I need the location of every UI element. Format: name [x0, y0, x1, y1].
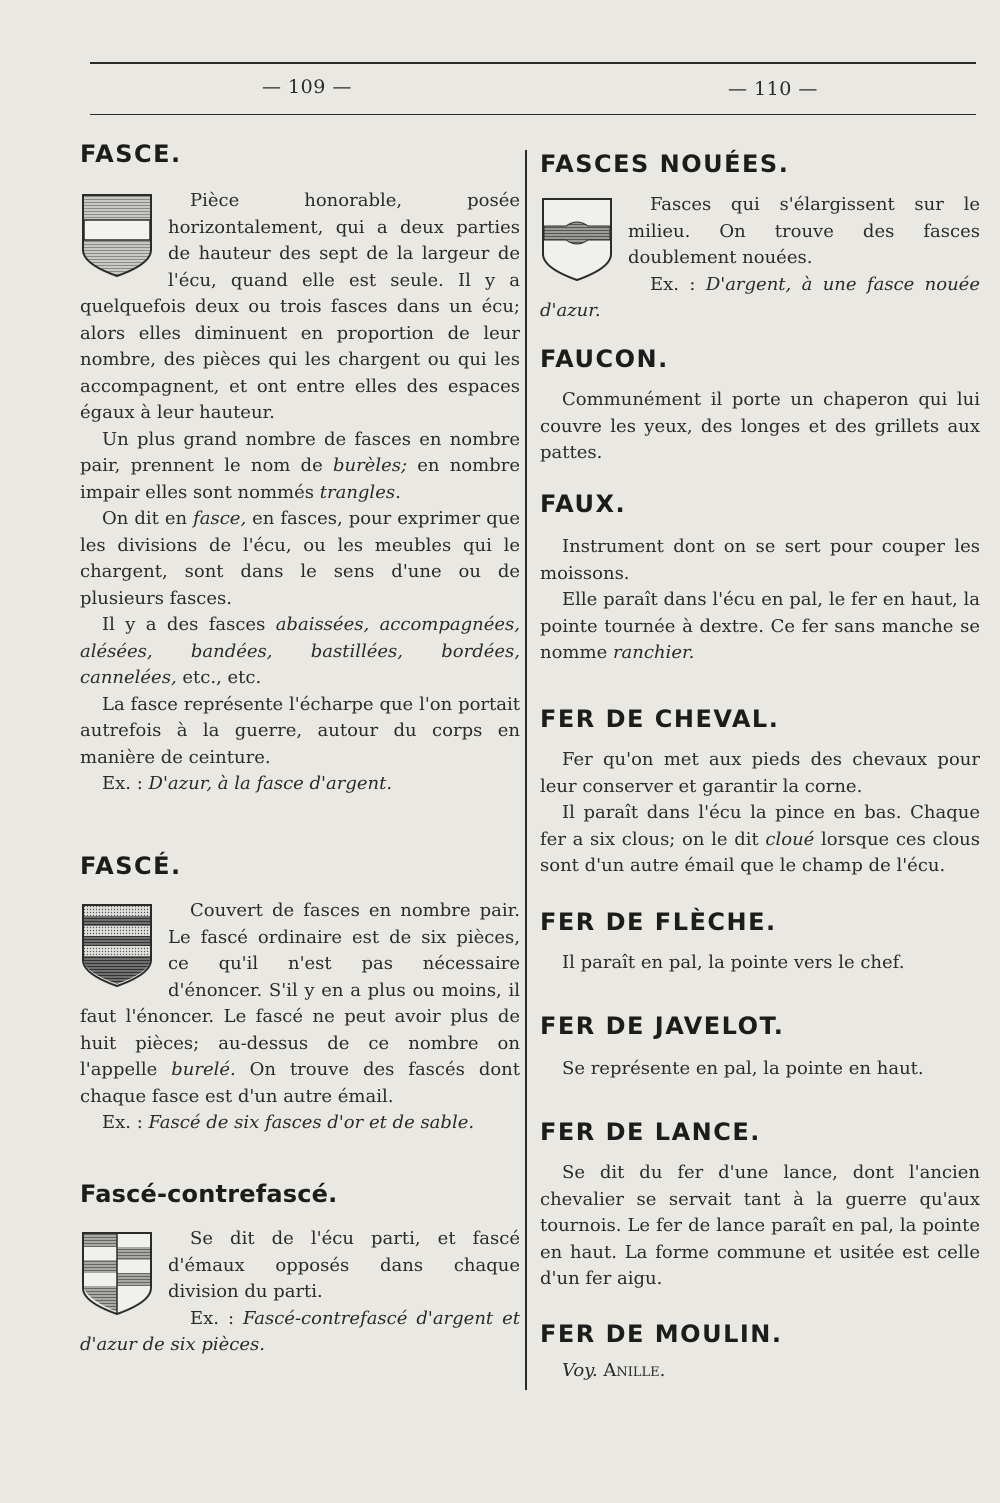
fasce-paragraph-2: Un plus grand nombre de fasces en nombre pair, prennent le nom de burèles; en nombre impair elles sont nommés trangles.	[80, 428, 520, 503]
fer-de-moulin-see-also: Voy. Anille.	[562, 1360, 666, 1381]
shield-fasce-e-icon	[80, 902, 154, 988]
faucon-definition: Communément il porte un chaperon qui lui couvre les yeux, des longes et des grillets aux pattes.	[540, 389, 980, 463]
entry-title: FAUCON.	[540, 345, 669, 373]
entry-fasce	[80, 140, 520, 798]
fer-de-cheval-paragraph-2: Il paraît dans l'écu la pince en bas. Chaque fer a six clous; on le dit cloué lorsque ces clous sont d'un autre émail que le champ de l'écu.	[540, 802, 980, 876]
entry-title: FASCE.	[80, 140, 182, 168]
fasce-contrefasce-example: Ex. : Fascé-contrefascé d'argent et d'azur de six pièces.	[80, 1307, 520, 1355]
fasce-paragraph-4: Il y a des fasces abaissées, accompagnées, alésées, bandées, bastillées, bordées, cannelées, etc., etc.	[80, 614, 520, 688]
entry-title: FASCES NOUÉES.	[540, 150, 790, 178]
fasce-e-example: Ex. : Fascé de six fasces d'or et de sable.	[102, 1112, 475, 1133]
entry-fasces-nouees	[540, 150, 980, 325]
entry-fer-de-cheval	[540, 705, 980, 880]
fer-de-lance-definition: Se dit du fer d'une lance, dont l'ancien chevalier se servait tant à la guerre qu'aux tournois. Le fer de lance paraît en pal, la pointe en haut. La forme commune et usitée est celle d'un fer aigu.	[540, 1162, 980, 1289]
fasce-contrefasce-definition: Se dit de l'écu parti, et fascé d'émaux opposés dans chaque division du parti.	[168, 1228, 520, 1302]
entry-title: Fascé-contrefascé.	[80, 1180, 338, 1208]
entry-title: FAUX.	[540, 490, 627, 518]
entry-faux	[540, 490, 980, 667]
fer-de-javelot-definition: Se représente en pal, la pointe en haut.	[562, 1058, 924, 1079]
entry-fer-de-fleche	[540, 908, 980, 977]
entry-fer-de-javelot	[540, 1012, 980, 1083]
shield-fasce-icon	[80, 192, 154, 278]
shield-fasce-nouee-icon	[540, 196, 614, 282]
entry-fer-de-lance	[540, 1118, 980, 1293]
header-rule	[90, 114, 976, 115]
page-number-right: — 110 —	[728, 78, 818, 100]
shield-fasce-contrefasce-icon	[80, 1230, 154, 1316]
entry-title: FASCÉ.	[80, 852, 182, 880]
entry-title: FER DE JAVELOT.	[540, 1012, 785, 1040]
fasce-example: Ex. : D'azur, à la fasce d'argent.	[102, 773, 393, 794]
entry-title: FER DE FLÈCHE.	[540, 908, 777, 936]
fer-de-fleche-definition: Il paraît en pal, la pointe vers le chef.	[562, 952, 905, 973]
fasce-definition: Pièce honorable, posée horizontalement, qui a deux parties de hauteur des sept de la largeur de l'écu, quand elle est seule. Il y a quelquefois deux ou trois fasces dans un écu; alors elles diminuent en proportion de leur nombre, des pièces qui les chargent ou qui les accompagnent, et ont entre elles des espaces égaux à leur hauteur.	[80, 190, 520, 423]
fasce-e-definition: Couvert de fasces en nombre pair. Le fascé ordinaire est de six pièces, ce qu'il n'est pas nécessaire d'énoncer. S'il y en a plus ou moins, il faut l'énoncer. Le fascé ne peut avoir plus de huit pièces; au-dessus de ce nombre on l'appelle burelé. On trouve des fascés dont chaque fasce est d'un autre émail.	[80, 900, 520, 1107]
fasces-nouees-example: Ex. : D'argent, à une fasce nouée d'azur.	[540, 273, 980, 321]
fasce-paragraph-5: La fasce représente l'écharpe que l'on portait autrefois à la guerre, autour du corps en manière de ceinture.	[80, 693, 520, 768]
entry-faucon	[540, 345, 980, 467]
column-divider	[525, 150, 527, 1390]
entry-title: FER DE MOULIN.	[540, 1320, 783, 1348]
page-number-left: — 109 —	[262, 76, 352, 98]
entry-title: FER DE CHEVAL.	[540, 705, 780, 733]
entry-fer-de-moulin	[540, 1320, 980, 1385]
fasce-paragraph-3: On dit en fasce, en fasces, pour exprimer que les divisions de l'écu, ou les meubles qui le chargent, sont dans le sens d'une ou de plusieurs fasces.	[80, 508, 521, 609]
entry-fasce-contrefasce	[80, 1180, 520, 1359]
fasces-nouees-definition: Fasces qui s'élargissent sur le milieu. On trouve des fasces doublement nouées.	[628, 194, 980, 268]
entry-title: FER DE LANCE.	[540, 1118, 761, 1146]
entry-fasce-e	[80, 852, 520, 1137]
faux-paragraph-2: Elle paraît dans l'écu en pal, le fer en haut, la pointe tournée à dextre. Ce fer sans manche se nomme ranchier.	[540, 589, 980, 663]
faux-definition: Instrument dont on se sert pour couper les moissons.	[540, 536, 980, 584]
top-rule	[90, 62, 976, 64]
fer-de-cheval-definition: Fer qu'on met aux pieds des chevaux pour leur conserver et garantir la corne.	[540, 749, 980, 797]
